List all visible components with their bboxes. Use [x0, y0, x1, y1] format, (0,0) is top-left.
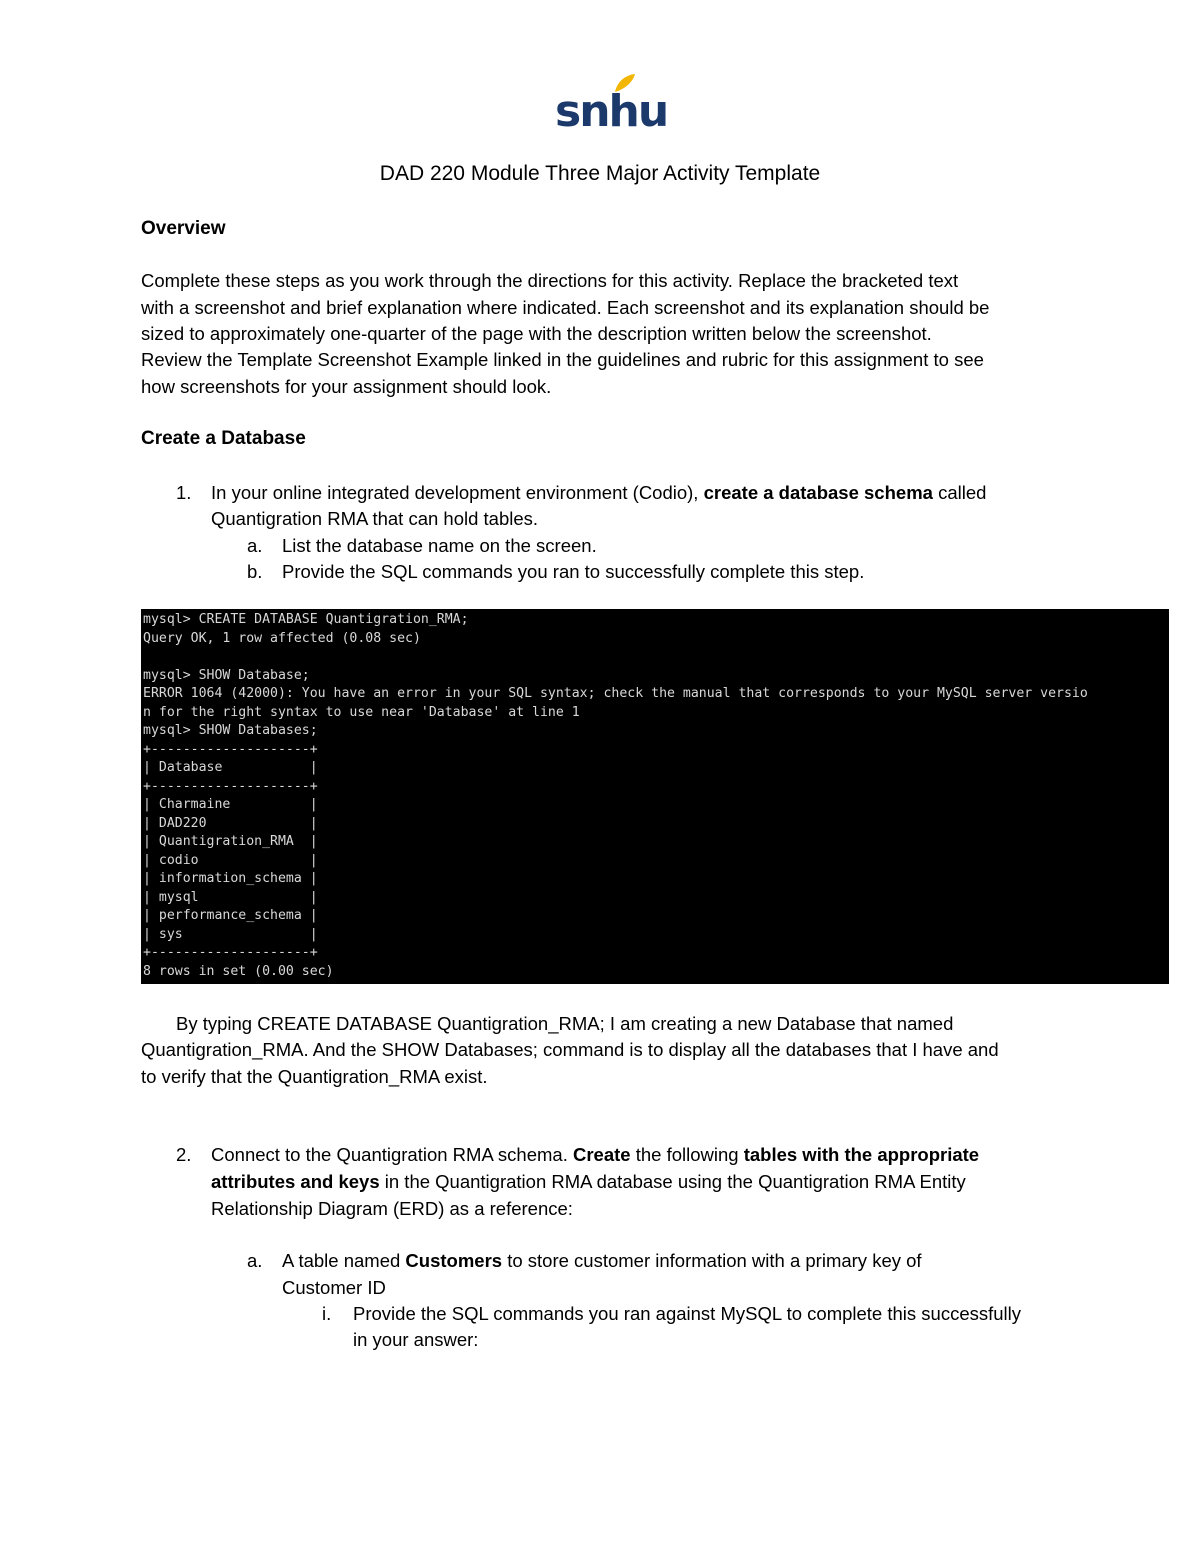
- terminal-line: | codio |: [143, 852, 318, 868]
- overview-line: sized to approximately one-quarter of the page with the description written below the screenshot.: [141, 323, 932, 344]
- step2-bold-text: tables with the appropriate: [743, 1144, 980, 1165]
- step2-sub-a-line1: [282, 1248, 922, 1275]
- terminal-line: ERROR 1064 (42000): You have an error in your SQL syntax; check the manual that corresponds to your MySQL server versio: [143, 686, 1088, 701]
- sub-marker: b.: [247, 561, 263, 582]
- step2-text: the following: [630, 1144, 744, 1165]
- step2-sub-i-line2: in your answer:: [353, 1329, 479, 1350]
- list-number: 1.: [176, 482, 192, 503]
- overview-heading: Overview: [141, 218, 226, 239]
- step2-sub-a-bold: Customers: [405, 1250, 503, 1271]
- sub-marker: a.: [247, 1250, 263, 1271]
- terminal-screenshot: [141, 609, 1169, 984]
- terminal-line: | Database |: [143, 760, 318, 775]
- step1-sub-b: Provide the SQL commands you ran to successfully complete this step.: [282, 561, 865, 582]
- step2-bold-text: attributes and keys: [211, 1171, 380, 1192]
- terminal-line: n for the right syntax to use near 'Database' at line 1: [143, 704, 580, 720]
- terminal-line: [143, 648, 1169, 667]
- explanation-line: Quantigration_RMA. And the SHOW Databases; command is to display all the databases that I have and: [141, 1039, 999, 1060]
- list-number: 2.: [176, 1144, 192, 1165]
- terminal-line: | performance_schema |: [143, 908, 318, 923]
- terminal-line: +--------------------+: [143, 741, 318, 757]
- explanation-line: to verify that the Quantigration_RMA exist.: [141, 1066, 488, 1087]
- terminal-line: mysql> CREATE DATABASE Quantigration_RMA;: [143, 612, 469, 627]
- step2-bold-text: Create: [572, 1144, 631, 1165]
- terminal-line: +--------------------+: [143, 945, 318, 960]
- terminal-line: 8 rows in set (0.00 sec): [143, 963, 334, 979]
- overview-line: with a screenshot and brief explanation where indicated. Each screenshot and its explanation should be: [141, 297, 990, 318]
- terminal-line: +--------------------+: [143, 778, 318, 794]
- terminal-line: | mysql |: [143, 889, 318, 905]
- step1-sub-a: List the database name on the screen.: [282, 535, 597, 556]
- step2-line3: Relationship Diagram (ERD) as a reference:: [211, 1198, 573, 1219]
- step1-line2: Quantigration RMA that can hold tables.: [211, 508, 539, 529]
- step2-sub-a-line2: Customer ID: [282, 1277, 386, 1298]
- terminal-line: | information_schema |: [143, 871, 318, 886]
- terminal-line: | sys |: [143, 926, 318, 942]
- step1-text-end: called: [932, 482, 987, 503]
- terminal-line: | Quantigration_RMA |: [143, 834, 318, 849]
- snhu-logo: [555, 72, 668, 137]
- step2-text: Connect to the Quantigration RMA schema.: [211, 1144, 573, 1165]
- step1-bold-text: create a database schema: [703, 482, 933, 503]
- terminal-line: | Charmaine |: [143, 797, 318, 812]
- sub-marker: a.: [247, 535, 263, 556]
- section-heading: Create a Database: [141, 428, 306, 449]
- overview-line: Review the Template Screenshot Example linked in the guidelines and rubric for this assignment to see: [141, 349, 984, 370]
- explanation-line: By typing CREATE DATABASE Quantigration_RMA; I am creating a new Database that named: [176, 1013, 954, 1034]
- terminal-line: Query OK, 1 row affected (0.08 sec): [143, 630, 421, 646]
- document-title: DAD 220 Module Three Major Activity Template: [379, 162, 821, 185]
- step1-text: In your online integrated development environment (Codio),: [211, 482, 704, 503]
- step2-line2: [211, 1169, 966, 1196]
- sub-marker: i.: [322, 1303, 332, 1324]
- logo-text: snhu: [555, 86, 668, 137]
- step2-sub-a-text: to store customer information with a primary key of: [502, 1250, 922, 1271]
- step2-sub-i-line1: Provide the SQL commands you ran against MySQL to complete this successfully: [353, 1303, 1022, 1324]
- overview-line: Complete these steps as you work through the directions for this activity. Replace the bracketed text: [141, 270, 959, 291]
- terminal-line: mysql> SHOW Databases;: [143, 723, 318, 738]
- terminal-line: mysql> SHOW Database;: [143, 667, 310, 683]
- step2-text: in the Quantigration RMA database using the Quantigration RMA Entity: [379, 1171, 966, 1192]
- terminal-line: | DAD220 |: [143, 815, 318, 831]
- overview-line: how screenshots for your assignment should look.: [141, 376, 552, 397]
- step2-line1: [211, 1142, 979, 1169]
- step1-line1: [211, 480, 986, 507]
- step2-sub-a-text: A table named: [282, 1250, 406, 1271]
